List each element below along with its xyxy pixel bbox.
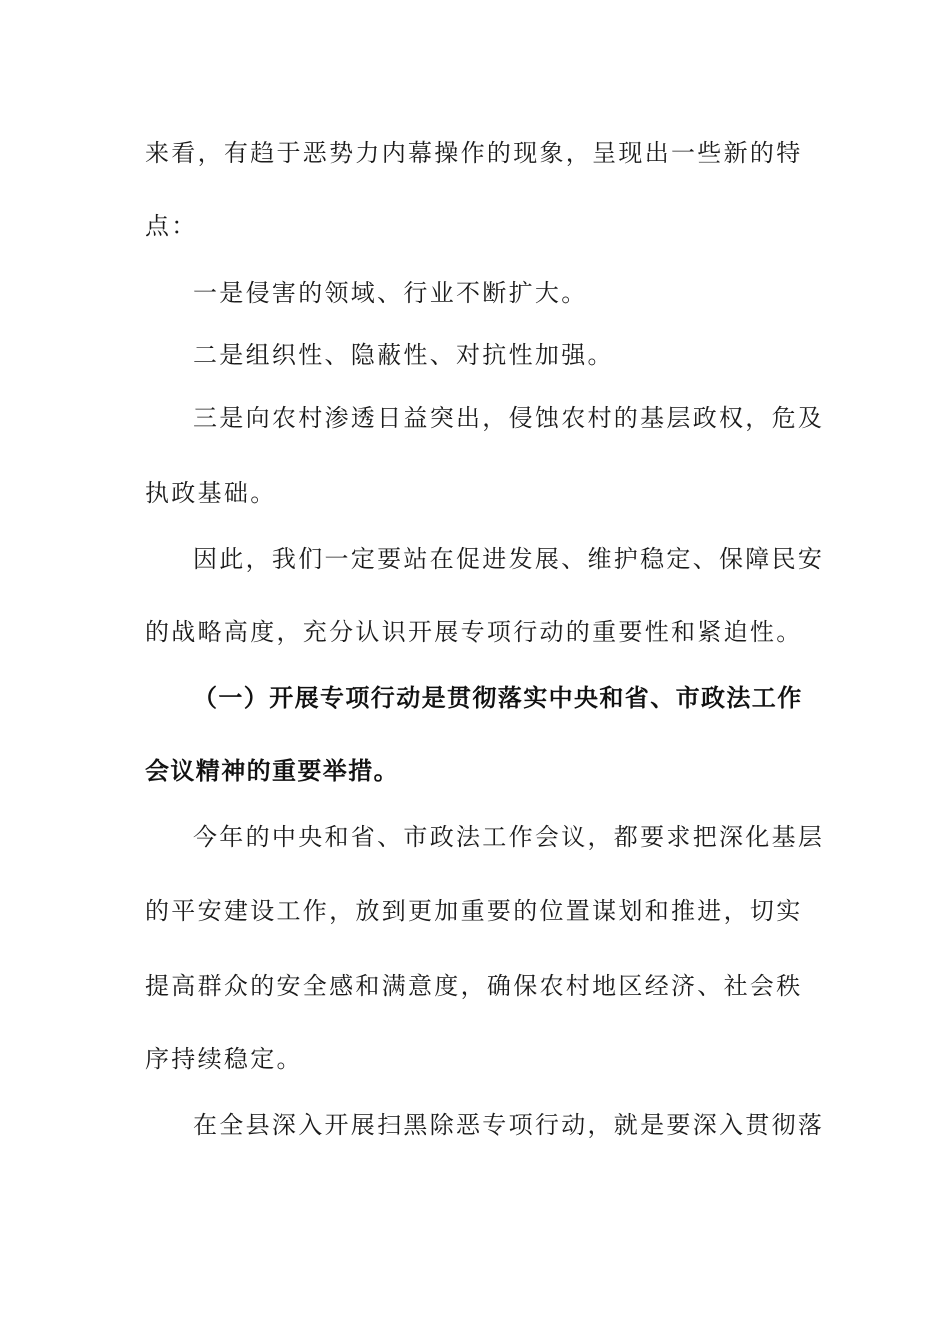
paragraph-line: 的平安建设工作，放到更加重要的位置谋划和推进，切实 [145,897,803,925]
paragraph-line: 一是侵害的领域、行业不断扩大。 [193,279,588,307]
paragraph-line: 执政基础。 [145,479,277,507]
paragraph-line: 序持续稳定。 [145,1045,303,1073]
section-heading: 会议精神的重要举措。 [145,757,399,785]
paragraph-line: 今年的中央和省、市政法工作会议，都要求把深化基层 [193,823,825,851]
section-heading: （一）开展专项行动是贯彻落实中央和省、市政法工作 [193,684,803,712]
paragraph-line: 的战略高度，充分认识开展专项行动的重要性和紧迫性。 [145,618,803,646]
paragraph-line: 点： [145,212,198,240]
paragraph-line: 三是向农村渗透日益突出，侵蚀农村的基层政权，危及 [193,404,825,432]
paragraph-line: 因此，我们一定要站在促进发展、维护稳定、保障民安 [193,545,825,573]
paragraph-line: 提高群众的安全感和满意度，确保农村地区经济、社会秩 [145,972,803,1000]
paragraph-line: 来看，有趋于恶势力内幕操作的现象，呈现出一些新的特 [145,139,803,167]
paragraph-line: 在全县深入开展扫黑除恶专项行动，就是要深入贯彻落 [193,1111,825,1139]
paragraph-line: 二是组织性、隐蔽性、对抗性加强。 [193,341,614,369]
